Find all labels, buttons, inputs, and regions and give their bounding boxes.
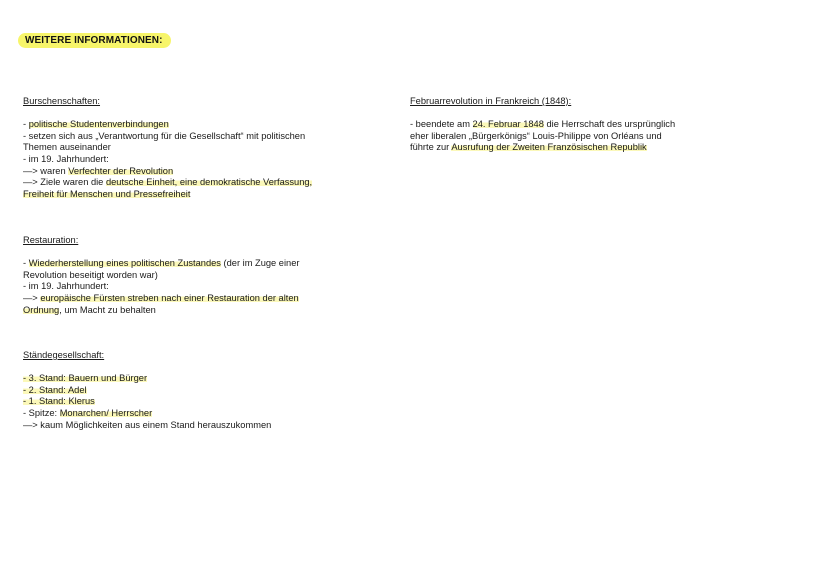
text-line: - setzen sich aus „Verantwortung für die Gesellschaft“ mit politischen	[23, 130, 306, 141]
section-staendegesellschaft	[23, 350, 271, 431]
section-heading: Restauration:	[23, 235, 79, 245]
text-line	[23, 166, 312, 178]
text-line	[23, 189, 312, 201]
highlighted-text: - 3. Stand: Bauern und Bürger	[23, 373, 148, 384]
text-line	[23, 385, 271, 397]
highlighted-text: - 1. Stand: Klerus	[23, 396, 95, 407]
text-line: - im 19. Jahrhundert:	[23, 153, 109, 164]
highlighted-text: Monarchen/ Herrscher	[59, 407, 153, 418]
section-burschenschaften	[23, 96, 312, 200]
text-span: (der im Zuge einer	[220, 258, 300, 269]
text-line	[23, 396, 271, 408]
highlighted-text: Ausrufung der Zweiten Französischen Republik	[451, 142, 647, 153]
text-line	[410, 119, 675, 131]
text-span: —> Ziele waren die	[23, 177, 106, 188]
text-line	[410, 142, 675, 154]
text-line	[23, 119, 312, 131]
highlighted-text: Verfechter der Revolution	[68, 165, 174, 176]
section-heading: Februarrevolution in Frankreich (1848):	[410, 96, 572, 106]
text-span: die Herrschaft des ursprünglich	[543, 119, 676, 130]
text-span: -	[23, 119, 29, 130]
highlighted-text: politische Studentenverbindungen	[28, 119, 169, 130]
section-heading: Ständegesellschaft:	[23, 350, 105, 360]
highlighted-text: - 2. Stand: Adel	[23, 384, 87, 395]
text-span: —> waren	[23, 165, 69, 176]
text-line	[23, 293, 299, 305]
text-line: Themen auseinander	[23, 142, 111, 153]
highlighted-text: Freiheit für Menschen und Pressefreiheit	[23, 188, 191, 199]
highlighted-text: Wiederherstellung eines politischen Zustandes	[28, 258, 221, 269]
text-span: -	[23, 258, 29, 269]
highlighted-text: europäische Fürsten streben nach einer Restauration der alten	[40, 292, 299, 303]
text-line	[23, 408, 271, 420]
highlighted-text: Ordnung	[23, 304, 60, 315]
section-heading: Burschenschaften:	[23, 96, 101, 106]
text-line: - im 19. Jahrhundert:	[23, 281, 109, 292]
text-line	[23, 177, 312, 189]
text-span: - beendete am	[410, 119, 473, 130]
text-span: , um Macht zu behalten	[59, 304, 156, 315]
text-line	[23, 373, 271, 385]
text-line	[23, 258, 299, 270]
section-restauration	[23, 235, 299, 316]
section-februarrevolution	[410, 96, 675, 154]
text-line: eher liberalen „Bürgerkönigs“ Louis-Philippe von Orléans und	[410, 130, 662, 141]
page-title: WEITERE INFORMATIONEN:	[18, 33, 171, 48]
highlighted-text: 24. Februar 1848	[472, 119, 544, 130]
highlighted-text: deutsche Einheit, eine demokratische Verfassung,	[105, 177, 313, 188]
text-line: Revolution beseitigt worden war)	[23, 269, 158, 280]
text-line	[23, 305, 299, 317]
text-span: führte zur	[410, 142, 452, 153]
text-span: - Spitze:	[23, 407, 60, 418]
text-line: —> kaum Möglichkeiten aus einem Stand herauszukommen	[23, 419, 272, 430]
text-span: —>	[23, 292, 41, 303]
